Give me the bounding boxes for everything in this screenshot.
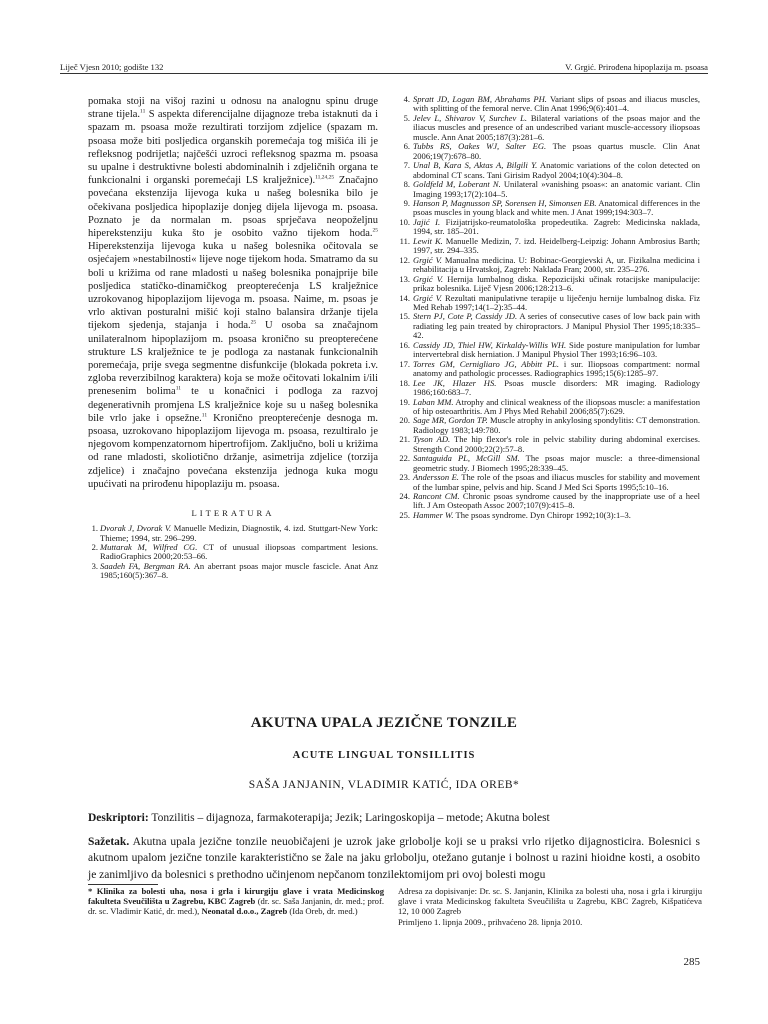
reference-item: 6. Tubbs RS, Oakes WJ, Salter EG. The psoas quartus muscle. Clin Anat 2006;19(7):678–80. [403, 141, 700, 161]
citation-superscript[interactable]: 11 [140, 108, 146, 115]
citation-superscript[interactable]: 11 [175, 385, 182, 392]
citation-superscript[interactable]: 11,24,25 [315, 174, 335, 181]
summary-text: Akutna upala jezične tonzile neuobičajeni je uzrok jake grlobolje koji se u praksi vrlo rijetko dijagnosticira. Bolesnici s akutnom upalom jezične tonzile karakteristično se žale na jaku grlobolju, otežano gutanje i bolnost u razini hioidne kosti, a osobito je zanimljivo da bolesnici s prethodno učinjenom nepčanom tonzilektomijom pri ovoj bolesti mogu [88, 836, 700, 881]
reference-item: 22. Santaguida PL, McGill SM. The psoas major muscle: a three-dimensional geometric study. J Biomech 1995;28:339–45. [399, 453, 700, 473]
footnote-rule [88, 884, 158, 885]
header-journal: Liječ Vjesn 2010; godište 132 [60, 62, 164, 72]
received-dates: Primljeno 1. lipnja 2009., prihvaćeno 28. lipnja 2010. [398, 916, 583, 927]
citation-superscript[interactable]: 11 [201, 412, 208, 419]
affiliation-footnote: * Klinika za bolesti uha, nosa i grla i kirurgiju glave i vrata Medicinskog fakulteta Sveučilišta u Zagrebu, KBC Zagreb (dr. sc. Saša Janjanin, dr. med.; prof. dr. sc. Vladimir Katić, dr. med.), Neonatal d.o.o., Zagreb (Ida Oreb, dr. med.) [88, 886, 384, 917]
reference-item: 5. Jelev L, Shivarov V, Surchev L. Bilateral variations of the psoas major and the iliacus muscles and presence of an undescribed variant muscle-accessory iliopsoas muscle. Ann Anat 2005;187(3):281–6. [403, 112, 701, 142]
correspondence-footnote [398, 886, 702, 927]
descriptors [88, 811, 700, 825]
citation-superscript[interactable]: 25 [250, 319, 257, 326]
reference-item: 13. Grgić V. Hernija lumbalnog diska. Repozicijski učinak rotacijske manipulacije: prikaz bolesnika. Liječ Vjesn 2006;128:213–6. [399, 273, 701, 294]
reference-item: 24. Rancont CM. Chronic psoas syndrome caused by the inappropriate use of a heel lift. J Am Osteopath Assoc 2007;107(9):415–8. [399, 491, 700, 511]
summary [88, 834, 700, 883]
article-authors: SAŠA JANJANIN, VLADIMIR KATIĆ, IDA OREB* [248, 779, 520, 791]
header-article: V. Grgić. Prirođena hipoplazija m. psoasa [565, 62, 708, 72]
reference-item: 11. Lewit K. Manuelle Medizin, 7. izd. Heidelberg-Leipzig: Johann Ambrosius Barth; 1997, str. 294–335. [399, 235, 700, 256]
header-rule [60, 73, 708, 74]
reference-item: 16. Cassidy JD, Thiel HW, Kirkaldy-Willis WH. Side posture manipulation for lumbar intervertebral disk herniation. J Manipul Physiol Ther 1993;16:96–103. [399, 339, 700, 360]
reference-list-left [88, 524, 378, 581]
reference-item: 9. Hanson P, Magnusson SP, Sorensen H, Simonsen EB. Anatomical differences in the psoas muscles in young black and white men. J Anat 1999;194:303–7. [403, 197, 700, 218]
literature-heading: LITERATURA [191, 508, 275, 519]
right-column [398, 95, 700, 520]
reference-item: 7. Unal B, Kara S, Aktas A, Bilgili Y. Anatomic variations of the colon detected on abdominal CT scans. Tani Girisim Radyol 2004;10(4):304–8. [403, 160, 700, 180]
correspondence-address: Adresa za dopisivanje: Dr. sc. S. Janjanin, Klinika za bolesti uha, nosa i grla i kirurgiju glave i vrata Medicinskog fakulteta Sveučilišta u Zagrebu, KBC Zagreb, Kišpatićeva 12, 10 000 Zagreb [398, 886, 702, 917]
article-subtitle: ACUTE LINGUAL TONSILLITIS [292, 750, 476, 761]
reference-item: 25. Hammer W. The psoas syndrome. Dyn Chiropr 1992;10(3):1–3. [399, 509, 631, 520]
reference-list-right [398, 95, 700, 520]
reference-item: 20. Sage MR, Gordon TP. Muscle atrophy in ankylosing spondylitis: CT demonstration. Radiology 1983;149:780. [399, 415, 700, 435]
discussion-paragraph: pomaka stoji na višoj razini u odnosu na analognu spinu druge strane tijela.$^{11}$ S aspekta diferencijalne dijagnoze treba istaknuti da i spazam m. psoasa može rezultirati torzijom zdjelice (spazam m. psoasa može biti posljedica organskih poremećaja tog mišića ili je refleksnog podrijetla; najčešći uzroci refleksnog spazma m. psoasa su upalne i destruktivne bolesti abdominalnih i zdjeličnih organa te funkcionalni i organski poremećaji LS kralježnice).$^{11,24,25}$ Značajno povećana ekstenzija lijevoga kuka u našeg bolesnika bilo je očekivana posljedica hipoplazije donjeg dijela lijevoga m. psoasa. Poznato je da normalan m. psoas sprječava neopoželjnu hiperekstenziju kuka što je osobito važno tijekom hoda.$^{25}$ Hiperekstenzija lijevoga kuka u našeg bolesnika očitovala se osjećajem »nestabilnosti« lijeve noge tijekom hoda. Smatramo da su boli u križima od rane mladosti u našeg bolesnika ponajprije bile posljedica statičko-dinamičkog preopterećenja LS kralježnice uzrokovanog hipoplazijom lijevoga m. psoasa. Naime, m. psoas je vrlo aktivan posturalni mišić koji stalno balansira držanje tijela tijekom sjedenja, stajanja i hoda.$^{25}$ U osoba sa značajnom unilateralnom hipoplazijom m. psoasa kronično su preopterećene strukture LS kralježnice te je podloga za nastanak funkcionalnih poremećaja, prije svega segmentne disfunkcije (blokada pokreta i.v. zgloba reverzibilnog karaktera) koja se može očitovati lokalnim i/ili prenesenim bolima$^{11}$ te u konačnici i podloga za razvoj degenerativnih promjena LS kralježnice koje su u našeg bolesnika bile vrlo jake i opsežne.$^{11}$ Kronično preopterećenje desnoga m. psoasa, uzrokovano hipoplazijom lijevoga m. psoasa, rezultiralo je njegovom kompenzatornom hipertrofijom. Zaključno, boli u križima od rane mladosti, skoliotično držanje, asimetrija zdjelice (torzija zdjelice) i značajno povećana ekstenzija jednoga kuka mogu upućivati na prirođenu hipoplaziju m. psoasa. [88, 96, 378, 490]
descriptors-text: Tonzilitis – dijagnoza, farmakoterapija; Jezik; Laringoskopija – metode; Akutna bolest [148, 812, 550, 824]
reference-item: 4. Spratt JD, Logan BM, Abrahams PH. Variant slips of psoas and iliacus muscles, with splitting of the femoral nerve. Clin Anat 1996;9(6):401–4. [403, 94, 700, 114]
left-column [88, 95, 378, 581]
reference-item: 8. Goldfeld M, Loberant N. Unilateral »vanishing psoas«: an anatomic variant. Clin Imaging 1993;17(2):104–5. [403, 179, 700, 199]
reference-item: 10. Jajić I. Fizijatrijsko-reumatološka propedeutika. Zagreb: Medicinska naklada, 1994, str. 185–201. [399, 216, 700, 237]
reference-item: 15. Stern PJ, Cote P, Cassidy JD. A series of consecutive cases of low back pain with radiating leg pain treated by chiropractors. J Manipul Physiol Ther 1995;18:335–42. [399, 311, 700, 341]
reference-item: 18. Lee JK, Hlazer HS. Psoas muscle disorders: MR imaging. Radiology 1986;160:683–7. [399, 377, 700, 398]
reference-item: 21. Tyson AD. The hip flexor's role in pelvic stability during abdominal exercises. Strength Cond 2000;22(2):57–8. [399, 434, 700, 454]
descriptors-label: Deskriptori: [88, 812, 149, 824]
reference-item: 2. Muttarak M, Wilfred CG. CT of unusual iliopsoas compartment lesions. RadioGraphics 2000;20:53–66. [91, 542, 378, 562]
reference-item: 12. Grgić V. Manualna medicina. U: Bobinac-Georgievski A, ur. Fizikalna medicina i rehabilitacija u Hrvatskoj, Zagreb: Naklada Fran; 2000, str. 235–276. [399, 254, 700, 275]
article-title: AKUTNA UPALA JEZIČNE TONZILE [250, 715, 518, 731]
citation-superscript[interactable]: 25 [372, 227, 378, 234]
reference-item: 23. Andersson E. The role of the psoas and iliacus muscles for stability and movement of the lumbar spine, pelvis and hip. Scand J Med Sci Sports 1995;5:10–16. [399, 472, 700, 492]
page-number: 285 [683, 956, 700, 968]
summary-label: Sažetak. [88, 836, 130, 848]
reference-item: 14. Grgić V. Rezultati manipulativne terapije u liječenju hernije lumbalnog diska. Fiz Med Rehab 1997;14(1–2):35–44. [399, 292, 700, 312]
reference-item: 19. Laban MM. Atrophy and clinical weakness of the iliopsoas muscle: a manifestation of hip osteoarthritis. Am J Phys Med Rehabil 2006;85(7):629. [399, 396, 700, 416]
reference-item: 3. Saadeh FA, Bergman RA. An aberrant psoas major muscle fascicle. Anat Anz 1985;160(5):367–8. [91, 560, 378, 581]
running-header [60, 56, 708, 72]
reference-item: 1. Dvorak J, Dvorak V. Manuelle Medizin, Diagnostik, 4. izd. Stuttgart-New York: Thieme; 1994, str. 296–299. [91, 523, 378, 543]
reference-item: 17. Torres GM, Cernigliaro JG, Abbitt PL. i sur. Iliopsoas compartment: normal anatomy and pathologic processes. Radiographics 1995;15(6):1285–97. [399, 358, 700, 379]
